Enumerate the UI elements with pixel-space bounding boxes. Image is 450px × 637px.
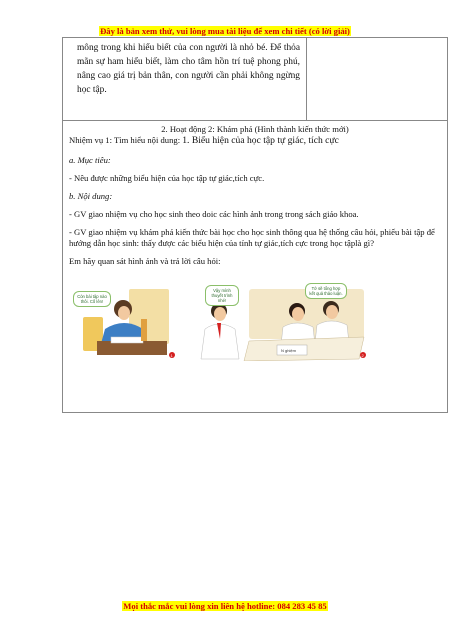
textbook-illustration	[69, 279, 369, 361]
speech-bubble-2: Vậy mình thuyết trình nhé!	[205, 285, 239, 306]
objective-text: - Nêu được những biểu hiện của học tập tự giác,tích cực.	[69, 173, 265, 183]
content-label: b. Nội dung:	[69, 191, 113, 201]
speech-bubble-3: Tớ sẽ tổng hợp kết quả thảo luận.	[305, 283, 347, 299]
observe-prompt: Em hãy quan sát hình ảnh và trả lời câu hỏi:	[69, 256, 221, 266]
hotline-text: Mọi thắc mắc vui lòng xin liên hệ hotline: 084 283 45 85	[123, 601, 327, 611]
content-line-2: - GV giao nhiệm vụ khám phá kiến thức bài học cho học sinh thông qua hệ thống câu hỏi, phiếu bài tập để hướng dẫn học sinh: thấy được các biểu hiện của tính tự giác,tích cực trong học tậplà gì?	[69, 227, 435, 248]
empty-cell	[307, 38, 447, 120]
number-2: 2	[361, 353, 364, 358]
lesson-table	[62, 37, 448, 413]
hotline-banner	[0, 601, 450, 611]
continued-paragraph: mông trong khi hiểu biết của con người là nhỏ bé. Để thỏa mãn sự ham hiểu biết, làm cho tâm hồn trí tuệ phong phú, nâng cao giá trị bản thân, con người cần phải không ngừng học tập.	[63, 38, 307, 120]
table-row-activity	[63, 121, 447, 412]
activity-title: 2. Hoạt động 2: Khám phá (Hình thành kiến thức mới)	[161, 124, 349, 134]
preview-notice-text: Đây là bản xem thử, vui lòng mua tài liệu để xem chi tiết (có lời giải)	[100, 26, 350, 36]
task-heading	[69, 135, 441, 146]
number-1: 1	[170, 353, 173, 358]
preview-notice-banner	[0, 26, 450, 36]
book-label: N ghiệm	[281, 348, 296, 353]
task-prefix: Nhiệm vụ 1: Tìm hiểu nội dung:	[69, 135, 183, 145]
table-row-continued	[63, 38, 447, 121]
content-line-1: - GV giao nhiệm vụ cho học sinh theo doic các hình ảnh trong trong sách giáo khoa.	[69, 209, 359, 219]
speech-bubble-1: Còn bài tập nào thôi. Cố lên!	[73, 291, 111, 307]
objective-label: a. Mục tiêu:	[69, 155, 111, 165]
task-topic: 1. Biểu hiện của học tập tự giác, tích cực	[182, 135, 339, 146]
